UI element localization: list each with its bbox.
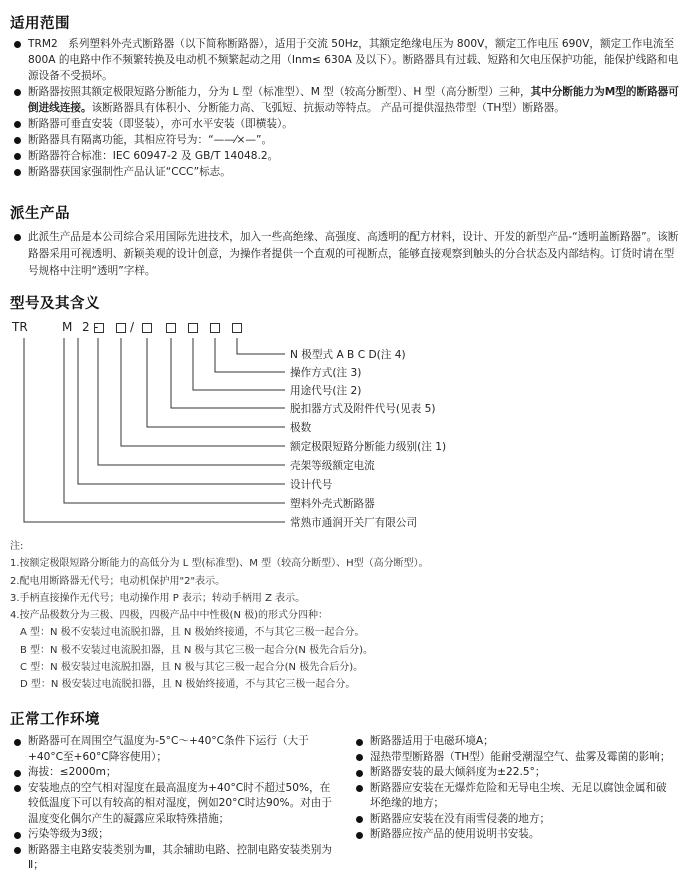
env-left-item-3: 安装地点的空气相对湿度在最高温度为+40°C时不超过50%，在较低温度下可以有较高的相对湿度，例如20°C时达90%。对由于温度变化偶尔产生的凝露应采取特殊措施； — [14, 781, 332, 828]
notes-heading: 注: — [10, 541, 24, 552]
tree-label-mccb: 塑料外壳式断路器 — [290, 498, 375, 510]
note-line-c: C 型：N 极安装过电流脱扣器，且 N 极与其它三极一起合分(N 极先合后分)。 — [20, 662, 364, 674]
scope-item-2-text: 断路器按照其额定极限短路分断能力，分为 L 型（标准型）、M 型（较高分断型）、H 型（高分断型）三种， — [28, 86, 531, 98]
code-tr: TR — [12, 320, 28, 334]
code-m: M — [62, 320, 73, 334]
derived-heading: 派生产品 — [10, 206, 70, 222]
code-2: 2 — [82, 320, 90, 334]
scope-item-3: 断路器可垂直安装（即竖装），亦可水平安装（即横装）。 — [14, 116, 680, 132]
note-line-3: 3.手柄直接操作无代号；电动操作用 P 表示；转动手柄用 Z 表示。 — [10, 592, 306, 604]
env-left-item-2: 海拔：≤2000m； — [14, 765, 332, 781]
env-left-item-1: 断路器可在周围空气温度为-5°C～+40°C条件下运行（大于+40°C至+60°C降容使用）； — [14, 734, 332, 765]
env-right-list — [356, 734, 674, 843]
scope-item-6: 断路器获国家强制性产品认证“CCC”标志。 — [14, 164, 680, 180]
tree-label-usage: 用途代号(注 2) — [290, 385, 362, 397]
note-line-2: 2.配电用断路器无代号；电动机保护用"2"表示。 — [10, 575, 226, 587]
notes-block — [10, 538, 680, 694]
derived-text: 此派生产品是本公司综合采用国际先进技术，加入一些高绝缘、高强度、高透明的配方材料，设计、开发的新型产品-“透明盖断路器”。该断路器采用可视透明、新颖美观的设计创意，为操作者提供一个直观的可视断点，能够直接观察到触头的分合状态及内部结构。订货时请在型号规格中注明“透明”字样。 — [14, 229, 680, 280]
code-dash: - — [94, 320, 99, 334]
model-heading: 型号及其含义 — [10, 296, 100, 312]
env-right-item-5: 断路器应安装在没有雨雪侵袭的地方； — [356, 812, 674, 828]
scope-item-1: TRM2 系列塑料外壳式断路器（以下简称断路器），适用于交流 50Hz，其额定绝缘电压为 800V，额定工作电压 690V，额定工作电流至 800A 的电路中作不频繁转换及电动机不频繁起动之用（Inm≤ 630A 及以下）。断路器具有过载、短路和欠电压保护功能，能保护线路和电源设备不受损坏。 — [14, 36, 680, 84]
tree-label-operation: 操作方式(注 3) — [290, 367, 362, 379]
env-heading: 正常工作环境 — [10, 712, 100, 728]
env-right-item-3: 断路器安装的最大倾斜度为±22.5°； — [356, 765, 674, 781]
note-line-4: 4.按产品极数分为三极、四极，四极产品中中性极(N 极)的形式分四种： — [10, 610, 329, 622]
note-line-a: A 型：N 极不安装过电流脱扣器，且 N 极始终接通，不与其它三极一起合分。 — [20, 627, 365, 639]
env-left-item-4: 污染等级为3级； — [14, 827, 332, 843]
env-left-list — [14, 734, 332, 874]
scope-item-4: 断路器具有隔离功能，其相应符号为：“——⁄×—”。 — [14, 132, 680, 148]
scope-heading: 适用范围 — [10, 16, 70, 32]
note-line-d: D 型：N 极安装过电流脱扣器，且 N 极始终接通，不与其它三极一起合分。 — [20, 679, 356, 691]
tree-label-frame-current: 壳架等级额定电流 — [290, 460, 375, 472]
env-right-item-6: 断路器应按产品的使用说明书安装。 — [356, 827, 674, 843]
scope-item-2-bold: 其中分断能力为M型的断路器可倒进线连接。 — [28, 86, 679, 114]
note-line-1: 1.按额定极限短路分断能力的高低分为 L 型(标准型)、M 型（较高分断型）、H型（高分断型）。 — [10, 558, 429, 570]
tree-label-company: 常熟市通润开关厂有限公司 — [290, 517, 418, 529]
env-right-item-2: 湿热带型断路器（TH型）能耐受潮湿空气、盐雾及霉菌的影响； — [356, 750, 674, 766]
tree-label-breaking: 额定极限短路分断能力级别(注 1) — [290, 441, 447, 453]
env-left-item-5: 断路器主电路安装类别为Ⅲ，其余辅助电路、控制电路安装类别为Ⅱ； — [14, 843, 332, 874]
tree-label-poles: 极数 — [290, 422, 312, 434]
note-line-b: B 型：N 极不安装过电流脱扣器，且 N 极与其它三极一起合分(N 极先合后分)。 — [20, 644, 373, 656]
env-right-item-4: 断路器应安装在无爆炸危险和无导电尘埃、无足以腐蚀金属和破坏绝缘的地方； — [356, 781, 674, 812]
tree-label-trip: 脱扣器方式及附件代号(见表 5) — [290, 403, 436, 415]
scope-item-5: 断路器符合标准：IEC 60947-2 及 GB/T 14048.2。 — [14, 148, 680, 164]
env-right-item-1: 断路器适用于电磁环境A； — [356, 734, 674, 750]
scope-item-2-tail: 该断路器具有体积小、分断能力高、飞弧短、抗振动等特点。 产品可提供湿热带型（TH型）断路器。 — [91, 102, 565, 114]
tree-label-npole: N 极型式 A B C D(注 4) — [290, 349, 406, 361]
tree-label-design: 设计代号 — [290, 479, 333, 491]
code-slash: / — [130, 320, 135, 334]
